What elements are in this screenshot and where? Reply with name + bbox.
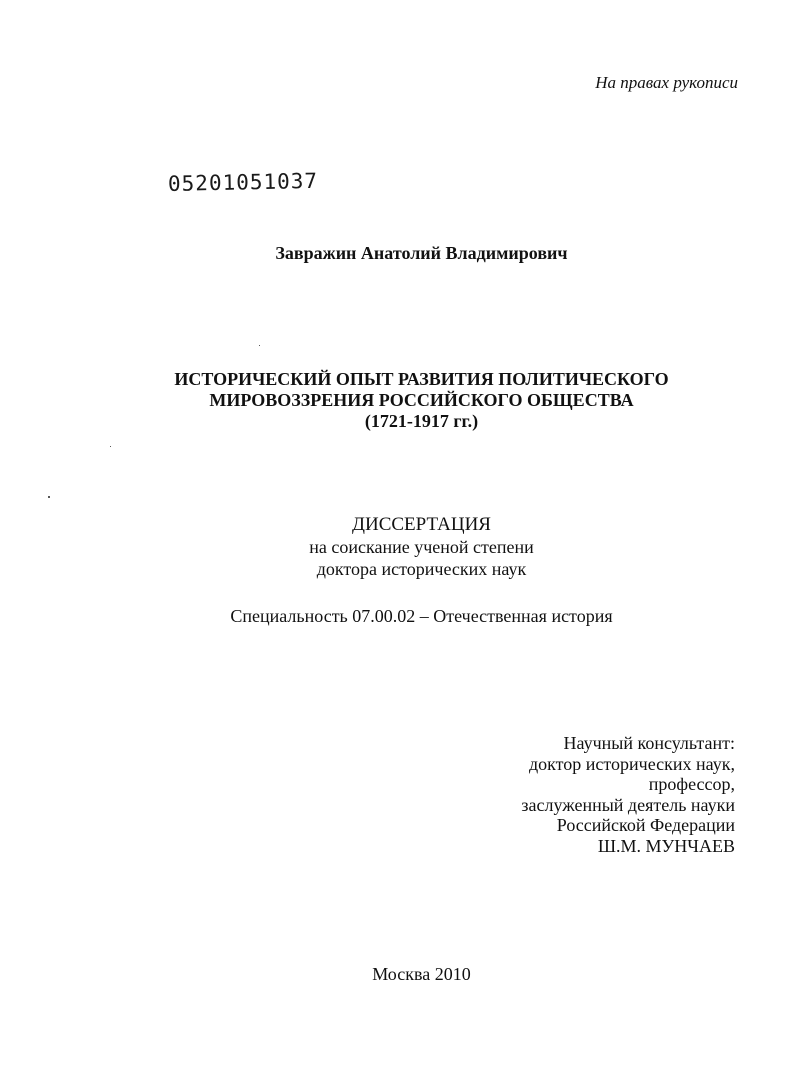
degree-line-1: на соискание ученой степени <box>309 537 534 557</box>
consultant-line-1: Научный консультант: <box>563 733 735 753</box>
scientific-consultant-block <box>521 733 735 856</box>
author-name: Завражин Анатолий Владимирович <box>275 243 568 263</box>
consultant-line-3: профессор, <box>648 774 735 794</box>
manuscript-rights-note: На правах рукописи <box>595 73 738 92</box>
consultant-line-5: Российской Федерации <box>556 815 735 835</box>
consultant-line-6: Ш.М. МУНЧАЕВ <box>597 835 735 856</box>
title-line-3: (1721-1917 гг.) <box>364 411 479 431</box>
consultant-line-2: доктор исторических наук, <box>529 753 735 774</box>
specialty-line: Специальность 07.00.02 – Отечественная история <box>230 606 613 626</box>
scan-speck <box>259 345 260 346</box>
inventory-number-stamp: 05201051037 <box>167 168 319 196</box>
dissertation-heading: ДИССЕРТАЦИЯ <box>352 514 491 535</box>
city-year: Москва 2010 <box>372 964 471 984</box>
consultant-line-4: заслуженный деятель науки <box>521 794 735 815</box>
scan-speck <box>48 496 50 498</box>
title-line-1: ИСТОРИЧЕСКИЙ ОПЫТ РАЗВИТИЯ ПОЛИТИЧЕСКОГО <box>174 369 669 389</box>
title-line-2: МИРОВОЗЗРЕНИЯ РОССИЙСКОГО ОБЩЕСТВА <box>209 390 634 410</box>
degree-line-2: доктора исторических наук <box>316 559 527 579</box>
dissertation-block <box>0 513 793 580</box>
scan-speck <box>110 446 111 447</box>
dissertation-title <box>0 369 793 432</box>
